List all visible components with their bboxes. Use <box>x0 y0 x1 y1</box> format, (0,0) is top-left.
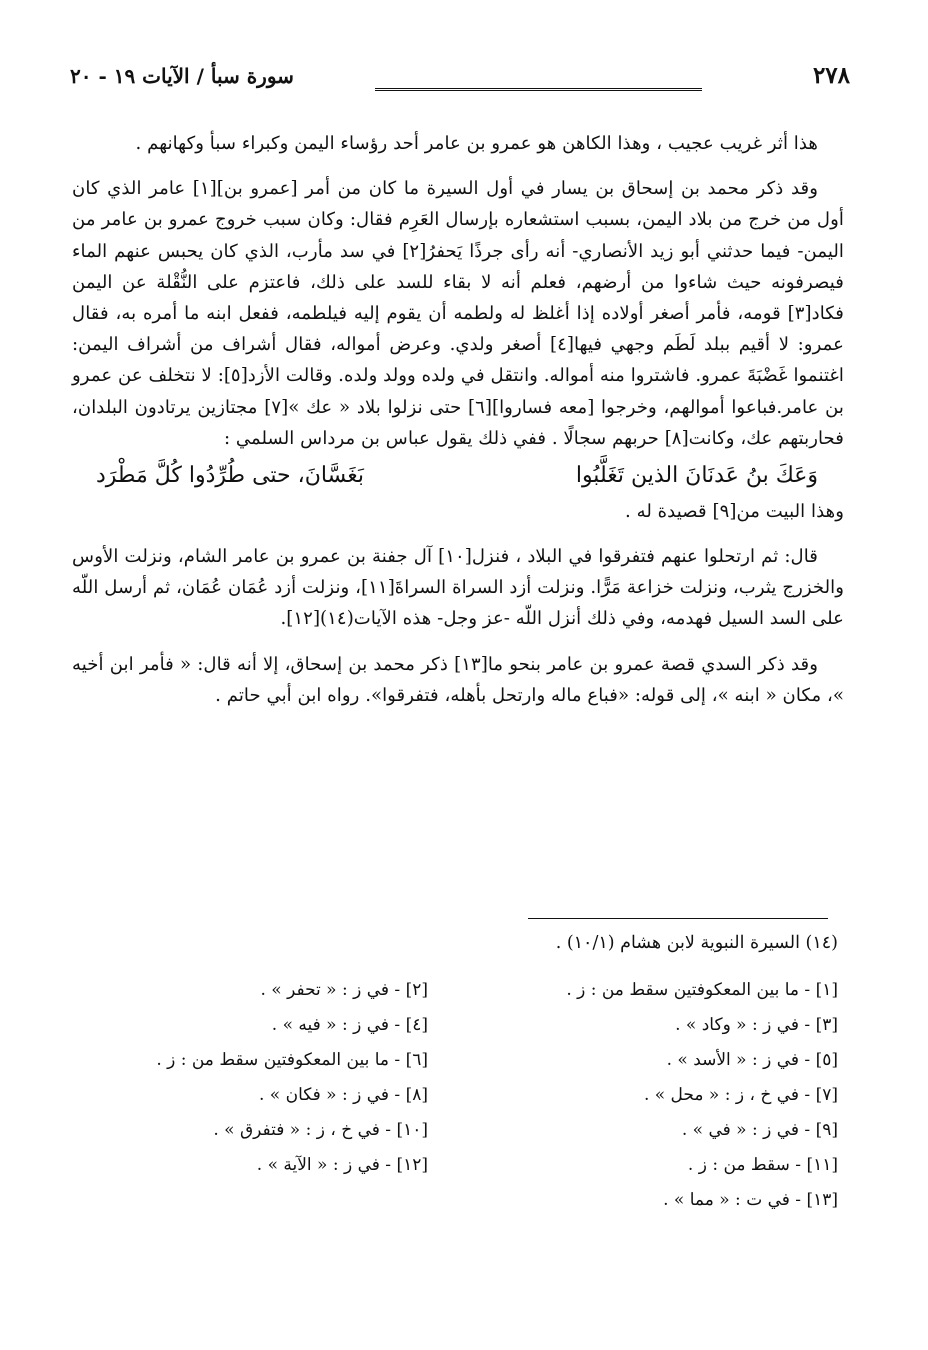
footnote: [٢] - في ز : « تحفر » . <box>260 980 428 1000</box>
footnote: [١٢] - في ز : « الآية » . <box>256 1155 428 1175</box>
paragraph-gap <box>72 635 844 649</box>
footnote: [١٣] - في ت : « مما » . <box>663 1190 838 1210</box>
footnote: [٤] - في ز : « فيه » . <box>271 1015 428 1035</box>
paragraph: قال: ثم ارتحلوا عنهم فتفرقوا في البلاد ، فنزل[١٠] آل جفنة بن عمرو بن عامر الشام، ونزلت الأوس والخزرج يثرب، ونزلت خزاعة مَرًّا. ونزلت أزد السراة السراةَ[١١]، ونزلت أزد عُمَان عُمَان، ثم أرسل اللّه على السد السيل فهدمه، وفي ذلك أنزل اللّه -عز وجل- هذه الآيات(١٤)[١٢]. <box>72 546 845 630</box>
main-text <box>72 128 844 711</box>
paragraph: وقد ذكر محمد بن إسحاق بن يسار في أول السيرة ما كان من أمر [عمرو بن][١] عامر الذي كان أول من خرج من بلاد اليمن، بسبب استشعاره بإرسال العَرِم فقال: وكان سبب خروج عمرو بن عامر من اليمن- فيما حدثني أبو زيد الأنصاري- أنه رأى جرذًا يَحفرُ[٢] في سد مأرب، الذي كان يحبس عنهم الماء فيصرفونه حيث شاءوا من أرضهم، فعلم أنه لا بقاء للسد على ذلك، فاعتزم على النُّقْلة عن اليمن فكاد[٣] قومه، فأمر أصغر أولاده إذا أغلظ له ولطمه أن يقوم إليه فيلطمه، ففعل ابنه ما أمره به، فقال عمرو: لا أقيم ببلد لَطَم وجهي فيها[٤] أصغر ولدي. وعرض أمواله، فقال أشراف من أشراف اليمن: اغتنموا غَضْبَةَ عمرو. فاشتروا منه أمواله. وانتقل في ولده وولد ولده. وقالت الأزد[٥]: لا نتخلف عن عمرو بن عامر.فباعوا أموالهم، وخرجوا [معه فساروا][٦] حتى نزلوا بلاد « عك »[٧] مجتازين يرتادون البلدان، فحاربتهم عك، وكانت[٨] حربهم سجالًا . ففي ذلك يقول عباس بن مرداس السلمي : <box>72 178 844 449</box>
footnote: [١١] - سقط من : ز . <box>687 1155 838 1175</box>
footnote: [١٠] - في خ ، ز : « فتفرق » . <box>213 1120 428 1140</box>
footnote: [٨] - في ز : « فكان » . <box>258 1085 428 1105</box>
footnote: [١] - ما بين المعكوفتين سقط من : ز . <box>566 980 838 1000</box>
paragraph: وقد ذكر السدي قصة عمرو بن عامر بنحو ما[١٣] ذكر محمد بن إسحاق، إلا أنه قال: « فأمر ابن أخيه »، مكان « ابنه »، إلى قوله: «فباع ماله وارتحل بأهله، فتفرقوا». رواه ابن أبي حاتم . <box>72 653 844 706</box>
footnote: [٧] - في خ ، ز : « محل » . <box>643 1085 838 1105</box>
paragraph-gap <box>72 527 844 541</box>
verse-second-hemistich: بَغَسَّانَ، حتى طُرِّدُوا كُلَّ مَطْرَد <box>96 463 364 489</box>
footnote: [٣] - في ز : « وكاد » . <box>675 1015 838 1035</box>
verse-note: وهذا البيت من[٩] قصيدة له . <box>625 501 844 523</box>
paragraph-gap <box>72 159 844 173</box>
page-number: ٢٧٨ <box>812 62 850 89</box>
running-title: سورة سبأ / الآيات ١٩ - ٢٠ <box>70 64 294 88</box>
paragraph: هذا أثر غريب عجيب ، وهذا الكاهن هو عمرو بن عامر أحد رؤساء اليمن وكبراء سبأ وكهانهم . <box>135 133 818 154</box>
poetry-verse <box>72 456 844 496</box>
verse-first-hemistich: وَعَكَ بنُ عَدنَانَ الذين تَغَلَّبُوا <box>575 463 818 489</box>
page-header <box>70 62 850 102</box>
footnote: [٩] - في ز : « في » . <box>681 1120 838 1140</box>
footnote: [٥] - في ز : « الأسد » . <box>666 1050 838 1070</box>
source-footnote: (١٤) السيرة النبوية لابن هشام (١٠/١) . <box>555 933 838 953</box>
footnote: [٦] - ما بين المعكوفتين سقط من : ز . <box>156 1050 428 1070</box>
footnote-rule <box>528 918 828 919</box>
header-rule <box>375 88 702 91</box>
